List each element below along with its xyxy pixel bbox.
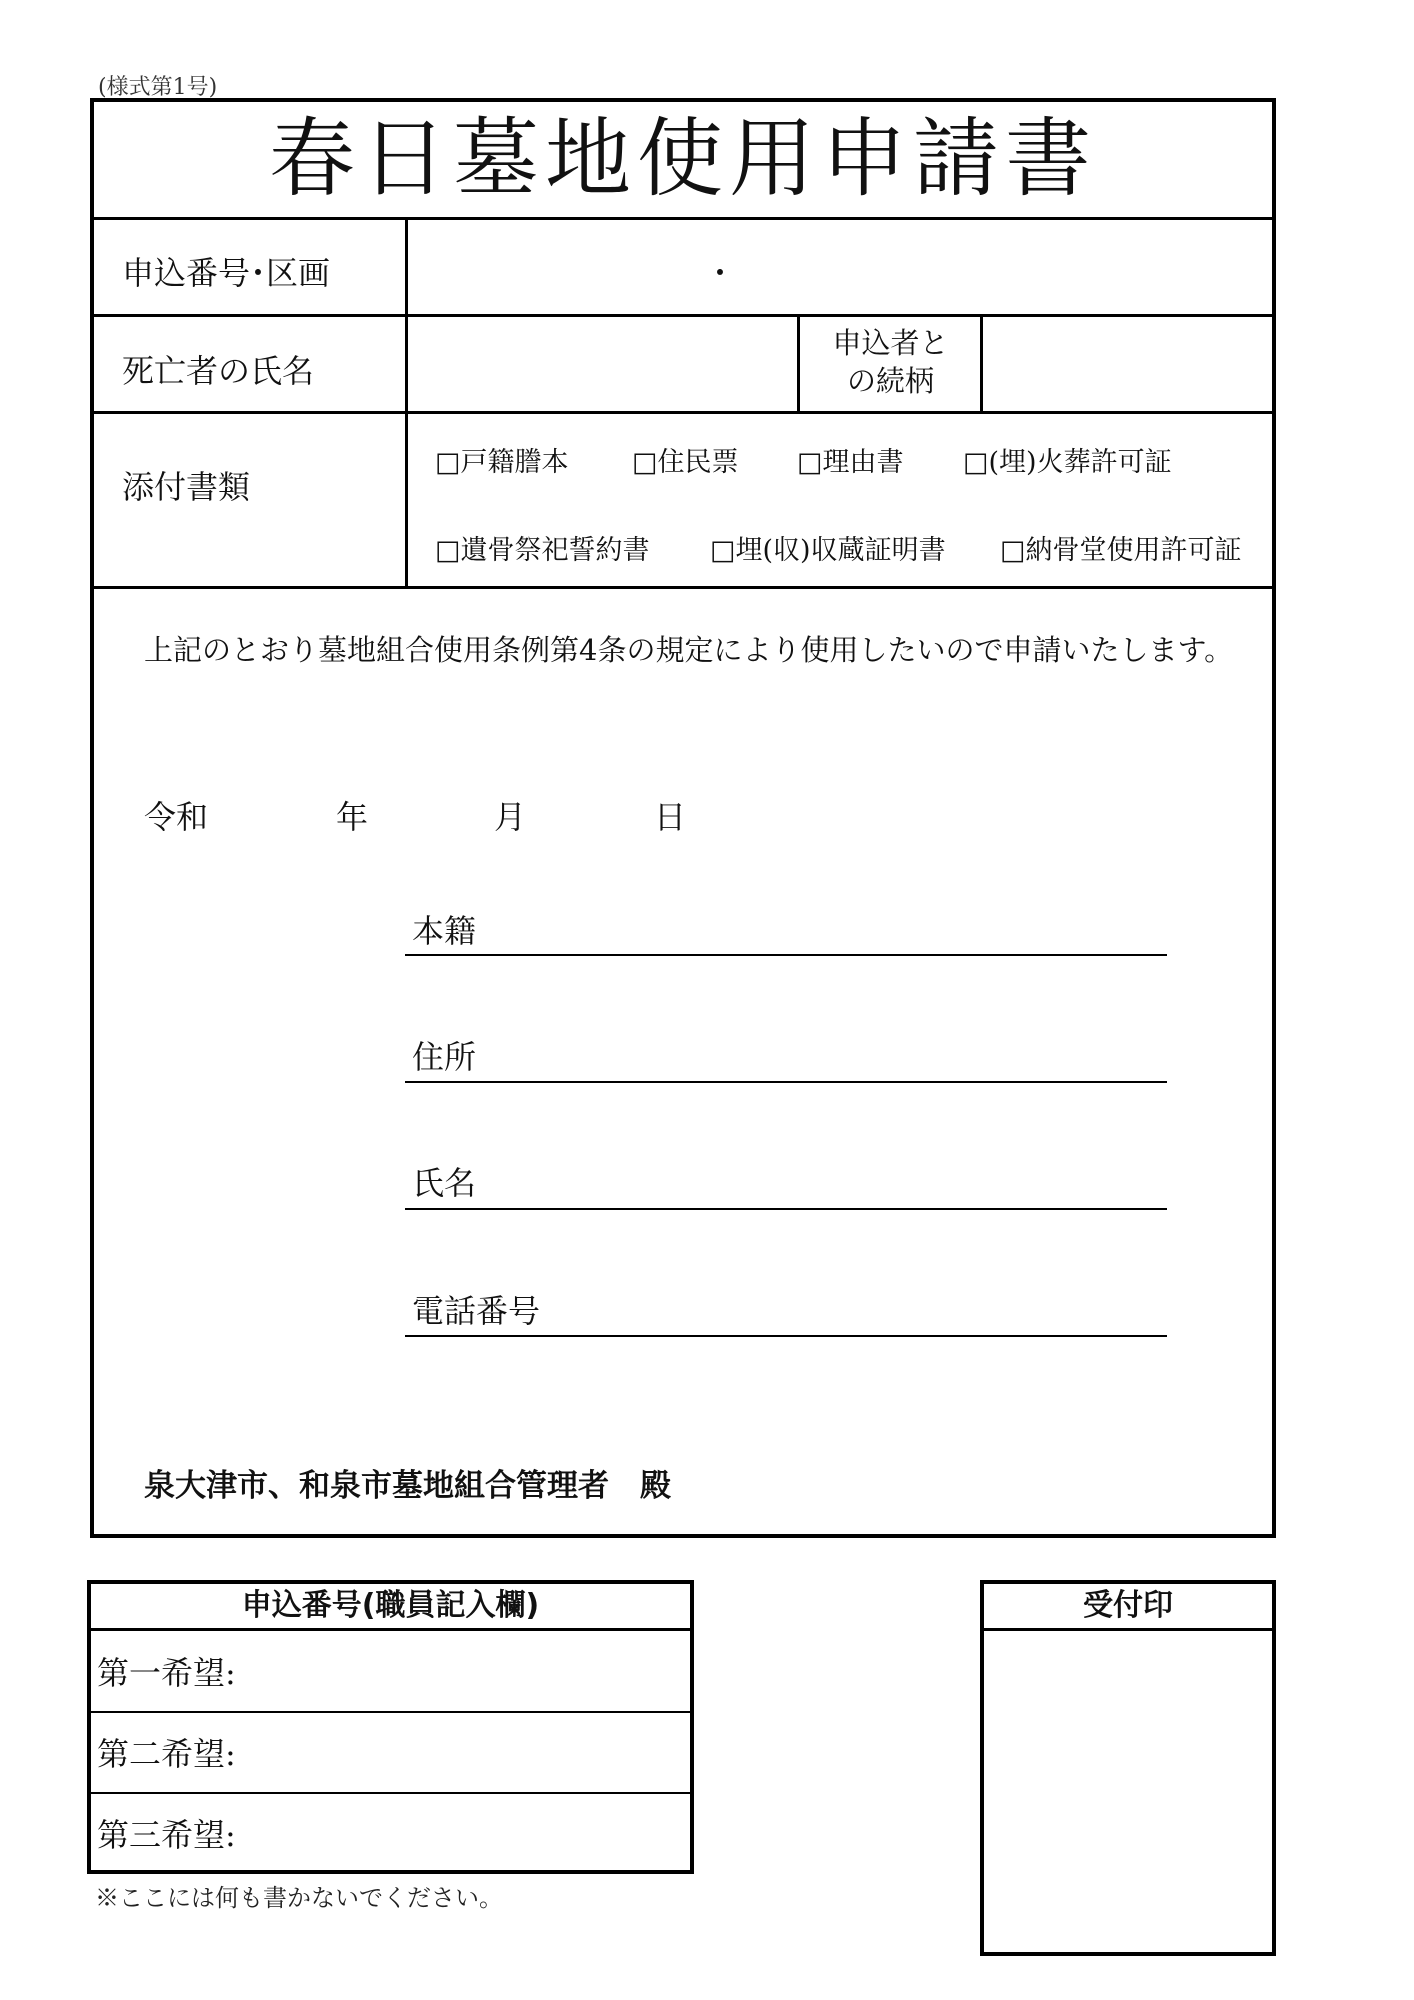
divider [91,1792,690,1794]
attachments-label: 添付書類 [122,468,251,506]
date-era: 令和 [144,798,209,836]
deceased-name-label: 死亡者の氏名 [122,352,315,390]
relation-divider-left [797,314,800,411]
checkbox-ossuary-permit[interactable]: □納骨堂使用許可証 [1000,535,1242,566]
statement-text: 上記のとおり墓地組合使用条例第4条の規定により使用したいので申請いたします。 [144,633,1234,667]
form-number: (様式第1号) [98,75,218,100]
first-choice-label: 第一希望: [97,1654,236,1692]
address-label: 住所 [412,1038,477,1076]
date-day: 日 [654,798,687,836]
relation-label-line2: の続柄 [846,364,934,398]
relation-label-line1: 申込者と [832,326,949,360]
domicile-label: 本籍 [412,912,477,950]
divider [90,217,1276,220]
third-choice-label: 第三希望: [97,1816,236,1854]
staff-box-title: 申込番号(職員記入欄) [91,1584,690,1631]
name-label: 氏名 [412,1164,477,1202]
phone-label: 電話番号 [412,1292,541,1330]
checkbox-interment-certificate[interactable]: □埋(収)収蔵証明書 [710,535,946,566]
phone-line[interactable] [405,1335,1167,1337]
application-number-label: 申込番号･区画 [122,254,331,292]
relation-label [803,324,978,400]
checkbox-cremation-permit[interactable]: □(埋)火葬許可証 [963,447,1172,478]
divider [90,411,1276,414]
staff-box-note: ※ここには何も書かないでください。 [95,1884,503,1912]
checkbox-resident-card[interactable]: □住民票 [632,447,739,478]
second-choice-label: 第二希望: [97,1735,236,1773]
receipt-stamp-box [980,1580,1276,1956]
divider [90,314,1276,317]
relation-field[interactable] [986,318,1272,408]
checkbox-reason-letter[interactable]: □理由書 [797,447,904,478]
divider [91,1711,690,1713]
staff-entry-box [87,1580,694,1874]
checkbox-family-register[interactable]: □戸籍謄本 [435,447,569,478]
checkbox-remains-pledge[interactable]: □遺骨祭祀誓約書 [435,535,650,566]
divider [90,586,1276,589]
address-line[interactable] [405,1081,1167,1083]
date-month: 月 [494,798,527,836]
name-line[interactable] [405,1208,1167,1210]
deceased-name-field[interactable] [410,318,795,408]
relation-divider-right [980,314,983,411]
date-year: 年 [336,798,369,836]
label-column-divider [405,217,408,589]
addressee: 泉大津市、和泉市墓地組合管理者 殿 [144,1468,671,1504]
receipt-stamp-title: 受付印 [984,1584,1272,1631]
application-number-separator: ・ [704,254,737,292]
domicile-line[interactable] [405,954,1167,956]
form-title: 春日墓地使用申請書 [269,109,1097,209]
